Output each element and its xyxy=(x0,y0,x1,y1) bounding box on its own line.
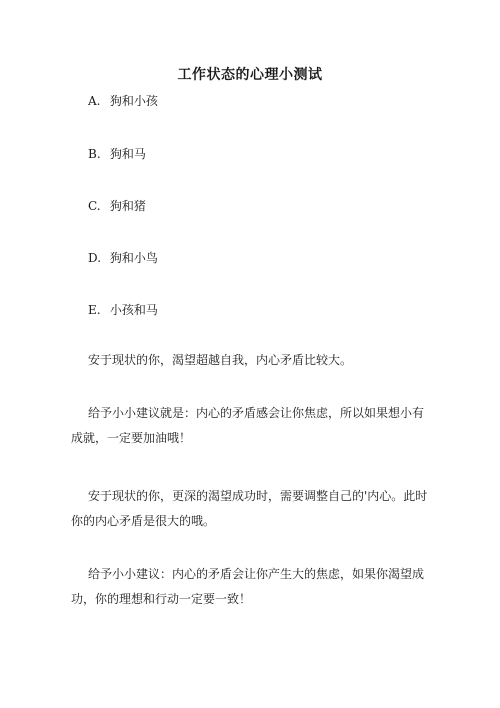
paragraph-1: 安于现状的你，渴望超越自我，内心矛盾比较大。 xyxy=(88,353,353,367)
option-text: 狗和小孩 xyxy=(109,94,158,108)
option-letter: A. xyxy=(88,94,101,108)
option-a xyxy=(88,93,158,109)
option-letter: D. xyxy=(88,251,102,265)
option-text: 狗和马 xyxy=(109,147,146,161)
paragraph-3: 安于现状的你，更深的渴望成功时，需要调整自己的'内心。此时你的内心矛盾是很大的哦。 xyxy=(71,489,428,528)
option-letter: E. xyxy=(88,303,101,317)
option-text: 狗和猪 xyxy=(109,199,146,213)
option-text: 狗和小鸟 xyxy=(109,251,158,265)
paragraph-4: 给予小小建议：内心的矛盾会让你产生大的焦虑，如果你渴望成功，你的理想和行动一定要一致！ xyxy=(71,567,425,606)
option-b xyxy=(88,146,146,162)
option-letter: B. xyxy=(88,147,101,161)
page-title: 工作状态的心理小测试 xyxy=(177,67,323,83)
option-e xyxy=(88,302,158,318)
option-c xyxy=(88,198,146,214)
option-d xyxy=(88,250,158,266)
option-letter: C. xyxy=(88,199,101,213)
paragraph-2: 给予小小建议就是：内心的矛盾感会让你焦虑，所以如果想小有成就，一定要加油哦！ xyxy=(71,406,425,445)
option-text: 小孩和马 xyxy=(109,303,158,317)
